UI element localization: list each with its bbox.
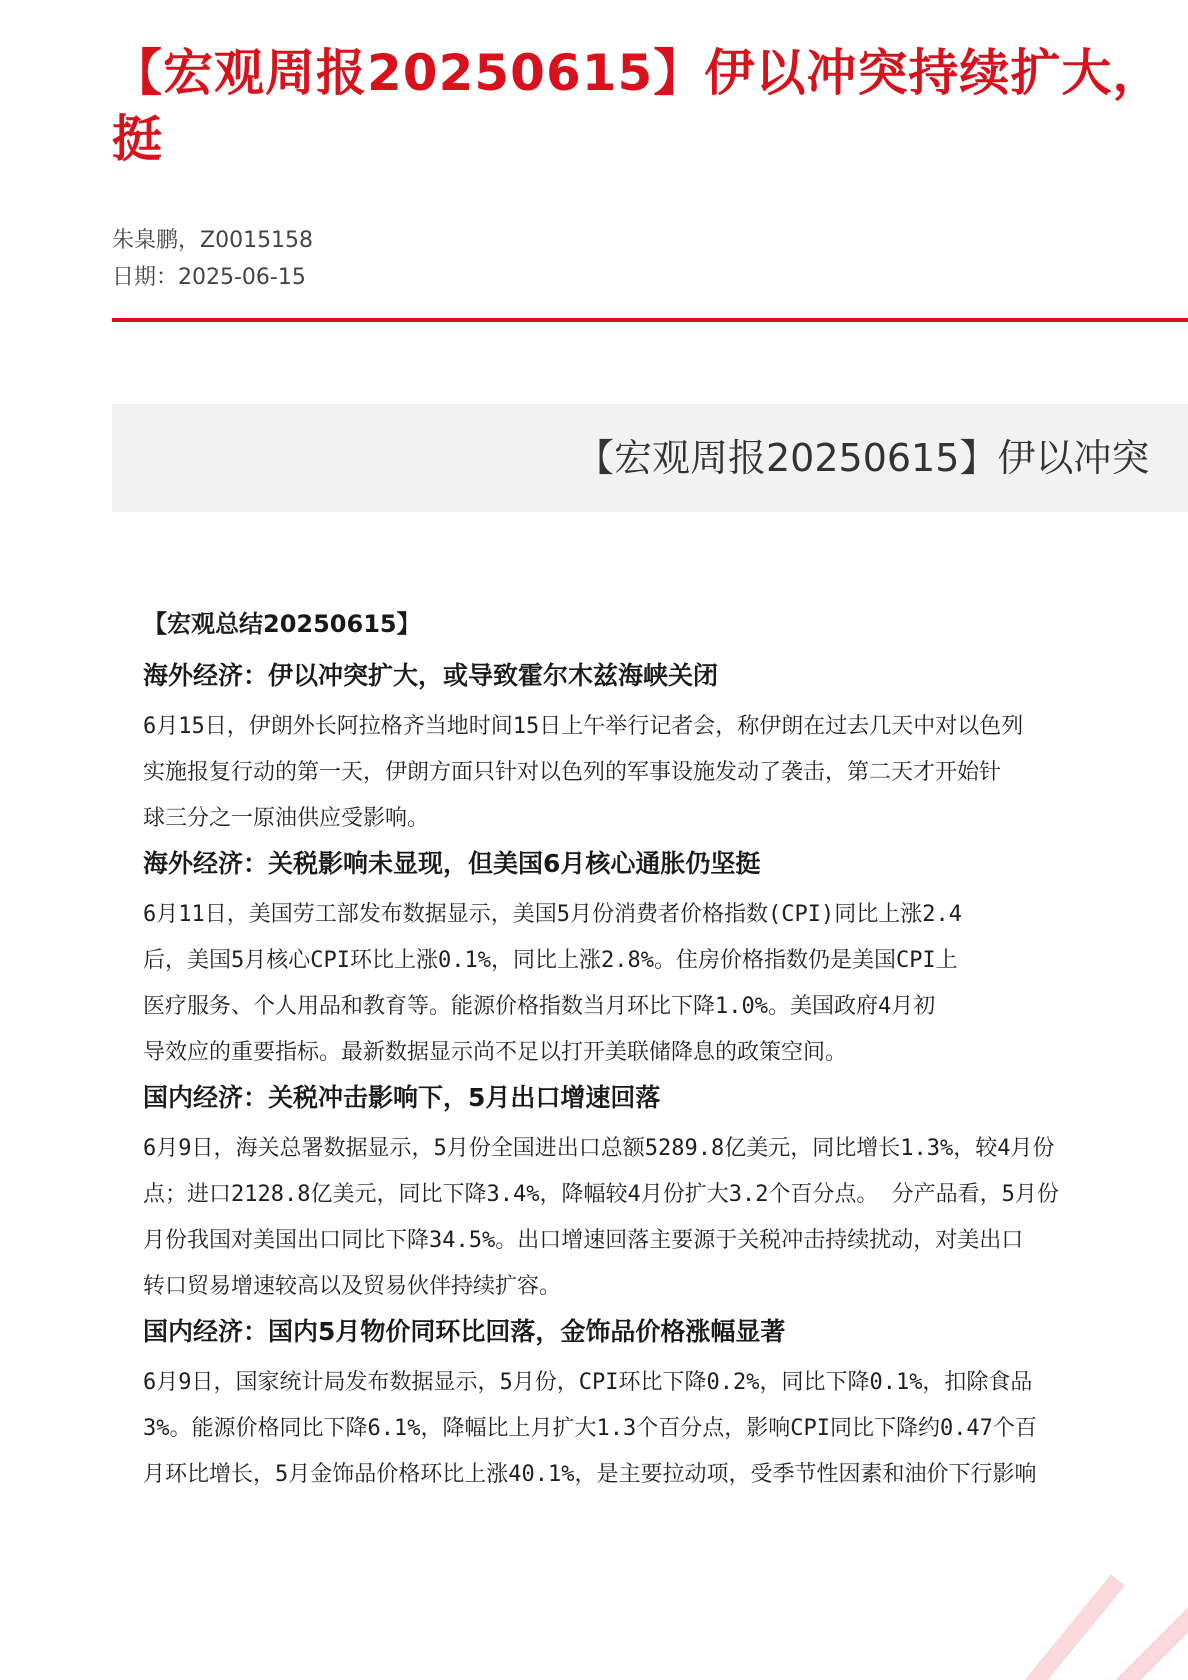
paragraph-line: 医疗服务、个人用品和教育等。能源价格指数当月环比下降1.0%。美国政府4月初 [143,994,936,1019]
paragraph-line: 转口贸易增速较高以及贸易伙伴持续扩容。 [143,1274,562,1299]
section-overseas-conflict [143,654,1188,842]
date-line: 日期：2025-06-15 [112,265,306,290]
document-meta [112,222,313,296]
report-content [143,602,1188,1498]
paragraph-line: 实施报复行动的第一天，伊朗方面只针对以色列的军事设施发动了袭击，第二天才开始针 [143,760,1002,785]
paragraph-line: 月环比增长，5月金饰品价格环比上涨40.1%，是主要拉动项，受季节性因素和油价下行影响 [143,1462,1037,1487]
section-heading: 海外经济：关税影响未显现，但美国6月核心通胀仍坚挺 [143,849,761,878]
banner-title: 【宏观周报20250615】伊以冲突 [576,436,1150,480]
section-heading: 国内经济：关税冲击影响下，5月出口增速回落 [143,1083,661,1112]
paragraph-line: 6月9日，国家统计局发布数据显示，5月份，CPI环比下降0.2%，同比下降0.1%，扣除食品 [143,1370,1033,1395]
paragraph-line: 球三分之一原油供应受影响。 [143,806,430,831]
paragraph-line: 点；进口2128.8亿美元，同比下降3.4%，降幅较4月份扩大3.2个百分点。 分产品看，5月份 [143,1182,1059,1207]
document-title-line1: 【宏观周报20250615】伊以冲突持续扩大， [112,44,1164,102]
paragraph-line: 6月9日，海关总署数据显示，5月份全国进出口总额5289.8亿美元，同比增长1.3%，较4月份 [143,1136,1055,1161]
summary-title: 【宏观总结20250615】 [143,610,421,638]
paragraph-line: 导效应的重要指标。最新数据显示尚不足以打开美联储降息的政策空间。 [143,1040,848,1065]
paragraph-line: 6月15日，伊朗外长阿拉格齐当地时间15日上午举行记者会，称伊朗在过去几天中对以色列 [143,714,1024,739]
author-line: 朱臬鹏，Z0015158 [112,228,314,253]
watermark-mark [968,1540,1188,1680]
paragraph-line: 后，美国5月核心CPI环比上涨0.1%，同比上涨2.8%。住房价格指数仍是美国CPI上 [143,948,958,973]
section-domestic-prices [143,1310,1188,1498]
section-overseas-inflation [143,842,1188,1076]
document-title-line2: 挺 [112,110,163,168]
title-divider [112,318,1188,322]
section-domestic-exports [143,1076,1188,1310]
paragraph-line: 月份我国对美国出口同比下降34.5%。出口增速回落主要源于关税冲击持续扰动，对美出口 [143,1228,1024,1253]
document-title [112,40,1188,172]
report-banner [112,404,1188,512]
section-heading: 国内经济：国内5月物价同环比回落，金饰品价格涨幅显著 [143,1317,786,1346]
paragraph-line: 3%。能源价格同比下降6.1%，降幅比上月扩大1.3个百分点，影响CPI同比下降约0.47个百 [143,1416,1037,1441]
paragraph-line: 6月11日，美国劳工部发布数据显示，美国5月份消费者价格指数(CPI)同比上涨2.4 [143,902,962,927]
section-heading: 海外经济：伊以冲突扩大，或导致霍尔木兹海峡关闭 [143,661,719,690]
